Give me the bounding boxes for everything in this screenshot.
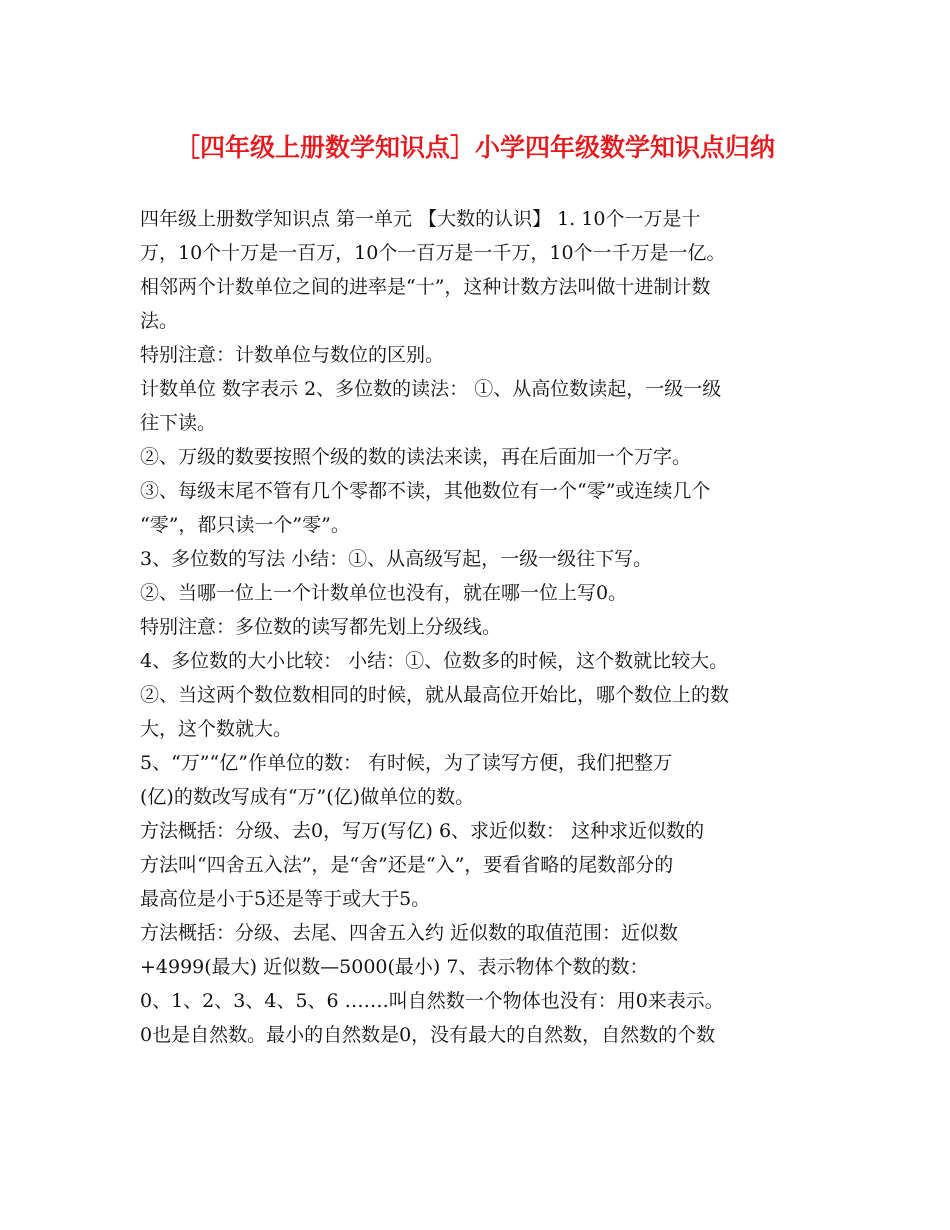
document-body [140, 202, 830, 1052]
body-line: 方法概括：分级、去0，写万(写亿) 6、求近似数： 这种求近似数的 [140, 820, 705, 842]
body-line: 特别注意：多位数的读写都先划上分级线。 [140, 616, 502, 638]
body-line: 最高位是小于5还是等于或大于5。 [140, 888, 431, 910]
body-line: 相邻两个计数单位之间的进率是“十”，这种计数方法叫做十进制计数 [140, 276, 711, 298]
body-line: 5、“万”“亿”作单位的数： 有时候，为了读写方便，我们把整万 [140, 752, 672, 774]
body-line: 法。 [140, 310, 179, 332]
body-line: 方法叫“四舍五入法”，是“舍”还是“入”，要看省略的尾数部分的 [140, 854, 674, 876]
body-line: 计数单位 数字表示 2、多位数的读法： ①、从高位数读起，一级一级 [140, 378, 722, 400]
body-line: ②、当哪一位上一个计数单位也没有，就在哪一位上写0。 [140, 582, 628, 604]
body-line: ③、每级末尾不管有几个零都不读，其他数位有一个“零”或连续几个 [140, 480, 711, 502]
document-title: ［四年级上册数学知识点］小学四年级数学知识点归纳 [174, 133, 775, 162]
body-line: 万，10个十万是一百万，10个一百万是一千万，10个一千万是一亿。 [140, 242, 726, 264]
body-line: 特别注意：计数单位与数位的区别。 [140, 344, 445, 366]
body-line: 方法概括：分级、去尾、四舍五入约 近似数的取值范围：近似数 [140, 922, 679, 944]
body-line: “零”，都只读一个”零”。 [140, 514, 350, 536]
body-line: ②、当这两个数位数相同的时候，就从最高位开始比，哪个数位上的数 [140, 684, 730, 706]
body-line: 四年级上册数学知识点 第一单元 【大数的认识】 1. 10个一万是十 [140, 208, 701, 230]
body-line: 往下读。 [140, 412, 217, 434]
body-line: 大，这个数就大。 [140, 718, 293, 740]
body-line: +4999(最大) 近似数—5000(最小) 7、表示物体个数的数： [140, 956, 649, 978]
body-line: 0也是自然数。最小的自然数是0，没有最大的自然数，自然数的个数 [140, 1024, 716, 1046]
body-line: 4、多位数的大小比较： 小结：①、位数多的时候，这个数就比较大。 [140, 650, 729, 672]
body-line: 3、多位数的写法 小结：①、从高级写起，一级一级往下写。 [140, 548, 653, 570]
body-line: (亿)的数改写成有“万”(亿)做单位的数。 [140, 786, 475, 808]
body-line: ②、万级的数要按照个级的数的读法来读，再在后面加一个万字。 [140, 446, 692, 468]
body-line: 0、1、2、3、4、5、6 …….叫自然数一个物体也没有：用0来表示。 [140, 990, 724, 1012]
